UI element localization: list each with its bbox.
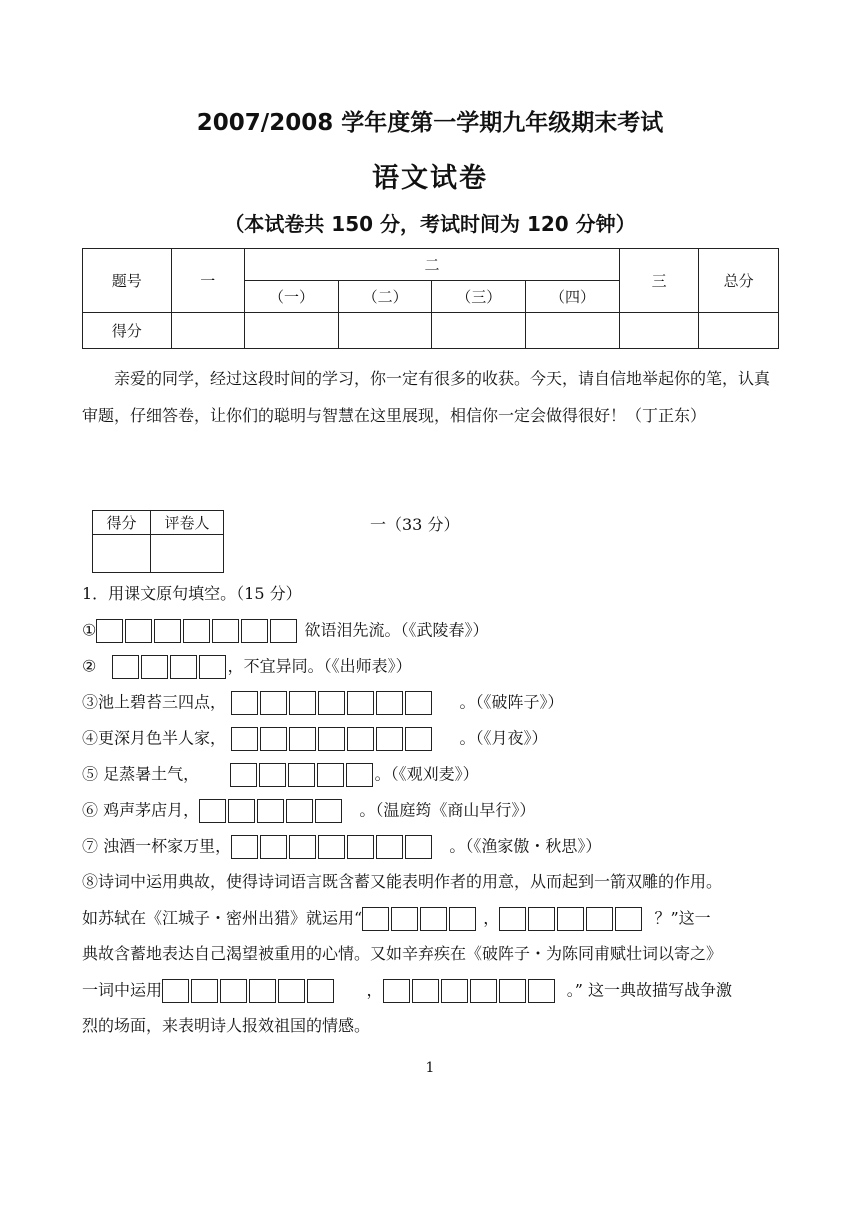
answer-box[interactable] xyxy=(405,835,432,859)
answer-box[interactable] xyxy=(259,763,286,787)
answer-box[interactable] xyxy=(230,763,257,787)
item-suffix: ？”这一 xyxy=(654,908,711,928)
grader-table xyxy=(92,510,224,573)
score-cell[interactable] xyxy=(699,313,779,349)
item-prefix: ⑤ 足蒸暑土气， xyxy=(82,764,200,784)
answer-box[interactable] xyxy=(318,835,345,859)
item-suffix: 欲语泪先流。（《武陵春》） xyxy=(304,620,489,640)
answer-box[interactable] xyxy=(257,799,284,823)
answer-box[interactable] xyxy=(141,655,168,679)
answer-box[interactable] xyxy=(307,979,334,1003)
answer-box[interactable] xyxy=(376,835,403,859)
answer-box[interactable] xyxy=(362,907,389,931)
q1-item-8-line4 xyxy=(82,976,732,1004)
answer-box[interactable] xyxy=(470,979,497,1003)
answer-box[interactable] xyxy=(315,799,342,823)
q1-item-8-line5: 烈的场面，来表明诗人报效祖国的情感。 xyxy=(82,1016,371,1035)
item-prefix: ④更深月色半人家， xyxy=(82,728,227,748)
row-defen: 得分 xyxy=(83,313,172,349)
header-sub-3: （三） xyxy=(432,281,526,313)
answer-box[interactable] xyxy=(260,727,287,751)
answer-box[interactable] xyxy=(499,979,526,1003)
answer-box[interactable] xyxy=(586,907,613,931)
item-prefix: ⑦ 浊酒一杯家万里， xyxy=(82,836,232,856)
q1-item-2 xyxy=(82,652,412,680)
answer-box[interactable] xyxy=(318,727,345,751)
item-suffix: 。（温庭筠《商山早行》） xyxy=(359,800,536,820)
answer-box[interactable] xyxy=(347,691,374,715)
answer-box[interactable] xyxy=(289,727,316,751)
header-sub-2: （二） xyxy=(338,281,432,313)
answer-box[interactable] xyxy=(383,979,410,1003)
header-total: 总分 xyxy=(699,249,779,313)
answer-box[interactable] xyxy=(499,907,526,931)
answer-boxes[interactable] xyxy=(231,833,434,861)
answer-box[interactable] xyxy=(260,691,287,715)
answer-box[interactable] xyxy=(449,907,476,931)
answer-box[interactable] xyxy=(96,619,123,643)
item-prefix: 一词中运用 xyxy=(82,980,163,1000)
answer-box[interactable] xyxy=(289,691,316,715)
answer-boxes[interactable] xyxy=(231,725,434,753)
item-suffix: 。（《月夜》） xyxy=(459,728,548,748)
header-tihao: 题号 xyxy=(83,249,172,313)
answer-box[interactable] xyxy=(528,979,555,1003)
question-1-stem: 1．用课文原句填空。（15 分） xyxy=(82,584,302,603)
answer-boxes[interactable] xyxy=(362,905,478,933)
answer-boxes[interactable] xyxy=(499,905,644,933)
answer-box[interactable] xyxy=(347,727,374,751)
answer-box[interactable] xyxy=(615,907,642,931)
answer-box[interactable] xyxy=(420,907,447,931)
q1-item-6 xyxy=(82,796,535,824)
answer-boxes[interactable] xyxy=(383,977,557,1005)
section-title: 一（33 分） xyxy=(370,515,460,534)
header-section-1: 一 xyxy=(171,249,245,313)
answer-boxes[interactable] xyxy=(231,689,434,717)
answer-box[interactable] xyxy=(249,979,276,1003)
answer-box[interactable] xyxy=(405,727,432,751)
answer-boxes[interactable] xyxy=(112,653,228,681)
grader-score-cell[interactable] xyxy=(93,535,151,573)
item-suffix: ，不宜异同。（《出师表》） xyxy=(227,656,412,676)
answer-box[interactable] xyxy=(376,691,403,715)
header-sub-4: （四） xyxy=(526,281,620,313)
answer-box[interactable] xyxy=(191,979,218,1003)
answer-box[interactable] xyxy=(278,979,305,1003)
item-suffix: 。（《破阵子》） xyxy=(459,692,564,712)
answer-box[interactable] xyxy=(318,691,345,715)
answer-boxes[interactable] xyxy=(230,761,375,789)
answer-box[interactable] xyxy=(441,979,468,1003)
answer-box[interactable] xyxy=(231,727,258,751)
grader-name-cell[interactable] xyxy=(151,535,224,573)
answer-boxes[interactable] xyxy=(162,977,336,1005)
answer-box[interactable] xyxy=(170,655,197,679)
score-cell[interactable] xyxy=(526,313,620,349)
answer-box[interactable] xyxy=(112,655,139,679)
q1-item-5 xyxy=(82,760,479,788)
answer-box[interactable] xyxy=(125,619,152,643)
answer-box[interactable] xyxy=(376,727,403,751)
score-cell[interactable] xyxy=(338,313,432,349)
item-suffix: 。（《渔家傲・秋思》） xyxy=(449,836,602,856)
answer-box[interactable] xyxy=(231,691,258,715)
grader-defen: 得分 xyxy=(93,511,151,535)
exam-title: 2007/2008 学年度第一学期九年级期末考试 xyxy=(196,110,664,136)
answer-box[interactable] xyxy=(199,655,226,679)
answer-box[interactable] xyxy=(528,907,555,931)
item-prefix: ③池上碧苔三四点， xyxy=(82,692,227,712)
item-prefix: ② xyxy=(82,656,97,676)
answer-boxes[interactable] xyxy=(199,797,344,825)
answer-box[interactable] xyxy=(231,835,258,859)
answer-box[interactable] xyxy=(212,619,239,643)
item-prefix: 如苏轼在《江城子・密州出猎》就运用“ xyxy=(82,908,363,928)
answer-box[interactable] xyxy=(162,979,189,1003)
answer-box[interactable] xyxy=(183,619,210,643)
subject-title: 语文试卷 xyxy=(372,163,488,194)
answer-box[interactable] xyxy=(347,835,374,859)
answer-box[interactable] xyxy=(412,979,439,1003)
score-cell[interactable] xyxy=(432,313,526,349)
answer-box[interactable] xyxy=(154,619,181,643)
exam-note: （本试卷共 150 分，考试时间为 120 分钟） xyxy=(224,212,636,236)
q1-item-1 xyxy=(82,616,488,644)
answer-box[interactable] xyxy=(241,619,268,643)
answer-box[interactable] xyxy=(288,763,315,787)
q1-item-3 xyxy=(82,688,564,716)
answer-box[interactable] xyxy=(317,763,344,787)
answer-box[interactable] xyxy=(391,907,418,931)
header-sub-1: （一） xyxy=(245,281,339,313)
answer-box[interactable] xyxy=(199,799,226,823)
item-prefix: ⑥ 鸡声茅店月， xyxy=(82,800,200,820)
q1-item-8-line3: 典故含蓄地表达自己渴望被重用的心情。又如辛弃疾在《破阵子・为陈同甫赋壮词以寄之》 xyxy=(82,944,723,963)
intro-paragraph: 亲爱的同学，经过这段时间的学习，你一定有很多的收获。今天，请自信地举起你的笔，认真审题，仔细答卷，让你们的聪明与智慧在这里展现，相信你一定会做得很好！（丁正东） xyxy=(82,369,771,425)
page-number: 1 xyxy=(425,1060,435,1076)
q1-item-7 xyxy=(82,832,601,860)
answer-boxes[interactable] xyxy=(96,617,299,645)
score-table xyxy=(82,248,779,349)
answer-box[interactable] xyxy=(346,763,373,787)
item-mid: ， xyxy=(366,980,383,1000)
score-cell[interactable] xyxy=(245,313,339,349)
answer-box[interactable] xyxy=(260,835,287,859)
item-suffix: 。” 这一典故描写战争激 xyxy=(566,980,732,1000)
q1-item-8-line1: ⑧诗词中运用典故，使得诗词语言既含蓄又能表明作者的用意，从而起到一箭双雕的作用。 xyxy=(82,872,723,891)
grader-pingjuanren: 评卷人 xyxy=(151,511,224,535)
answer-box[interactable] xyxy=(286,799,313,823)
answer-box[interactable] xyxy=(405,691,432,715)
answer-box[interactable] xyxy=(220,979,247,1003)
answer-box[interactable] xyxy=(270,619,297,643)
q1-item-8-line2 xyxy=(82,904,711,932)
header-section-3: 三 xyxy=(619,249,699,313)
score-cell[interactable] xyxy=(619,313,699,349)
score-cell[interactable] xyxy=(171,313,245,349)
item-mid: ， xyxy=(483,908,500,928)
answer-box[interactable] xyxy=(289,835,316,859)
q1-item-4 xyxy=(82,724,548,752)
answer-box[interactable] xyxy=(557,907,584,931)
header-section-2: 二 xyxy=(245,249,620,281)
item-suffix: 。（《观刈麦》） xyxy=(374,764,479,784)
item-prefix: ① xyxy=(82,620,97,640)
answer-box[interactable] xyxy=(228,799,255,823)
